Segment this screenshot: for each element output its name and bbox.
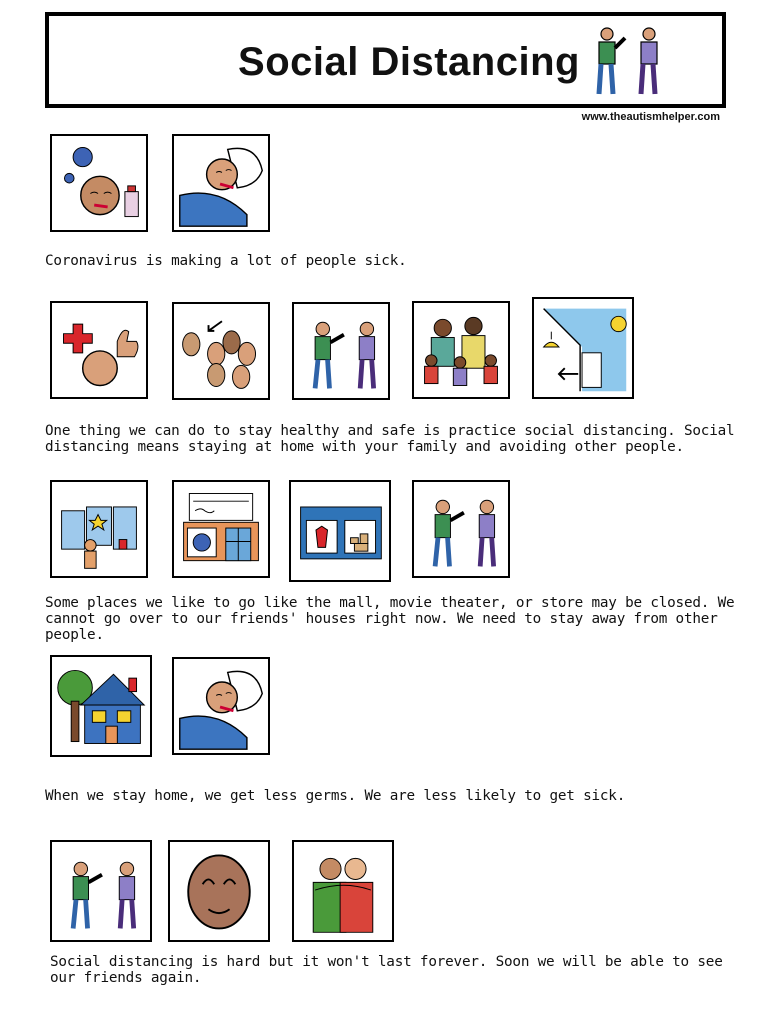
sick-in-bed-icon	[172, 657, 270, 755]
sick-in-bed-icon	[172, 134, 270, 232]
mall-icon	[50, 480, 148, 578]
stop-hand-people-icon	[50, 840, 152, 942]
virus-sick-face-icon	[50, 134, 148, 232]
friends-hug-icon	[292, 840, 394, 942]
home-indoors-icon	[532, 297, 634, 399]
caption-4: When we stay home, we get less germs. We are less likely to get sick.	[45, 788, 626, 804]
caption-5: Social distancing is hard but it won't last forever. Soon we will be able to see our friends again.	[50, 954, 723, 986]
caption-1: Coronavirus is making a lot of people sick.	[45, 253, 407, 269]
website-url: www.theautismhelper.com	[581, 111, 720, 123]
two-people-stop-icon	[579, 20, 669, 100]
stop-hand-people-icon	[412, 480, 510, 578]
calm-face-icon	[168, 840, 270, 942]
caption-2: One thing we can do to stay healthy and safe is practice social distancing. Social distancing means staying at home with your family and avoiding other people.	[45, 423, 735, 455]
page-title: Social Distancing	[238, 40, 580, 84]
family-icon	[412, 301, 510, 399]
movie-theater-icon	[172, 480, 270, 578]
store-icon	[289, 480, 391, 582]
stop-hand-people-icon	[292, 302, 390, 400]
caption-3: Some places we like to go like the mall, movie theater, or store may be closed. We cannot go over to our friends' houses right now. We need to stay away from other people.	[45, 595, 735, 643]
eggs-distance-icon	[172, 302, 270, 400]
title-box	[45, 12, 726, 108]
healthy-thumbs-up-icon	[50, 301, 148, 399]
house-icon	[50, 655, 152, 757]
